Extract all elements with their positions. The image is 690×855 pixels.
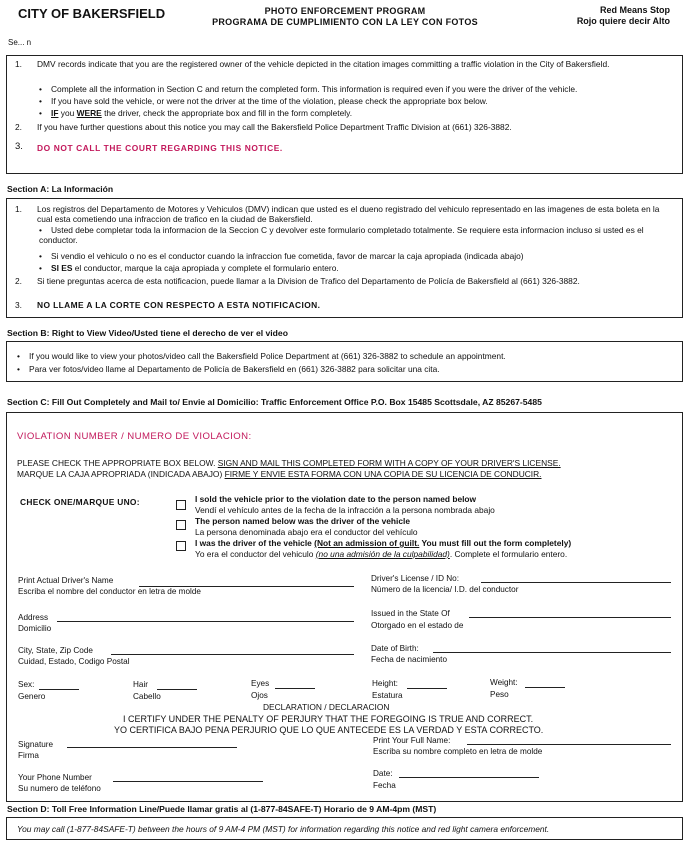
section-a-num-3: 3.	[15, 300, 22, 310]
section-a-bullet-3-post: el conductor, marque la caja apropiada y complete el formulario entero.	[72, 263, 339, 273]
dob-label-en: Date of Birth:	[371, 644, 419, 653]
height-label-en: Height:	[372, 679, 398, 688]
license-label-es: Número de la licencia/ I.D. del conductor	[371, 585, 519, 594]
phone-input[interactable]	[113, 781, 263, 782]
slogan-en: Red Means Stop	[599, 5, 670, 15]
section-a-bullet-2-text: Si vendio el vehiculo o no es el conductor cuando la infraccion fue cometida, favor de marcar la caja apropiada (indicada abajo)	[51, 251, 524, 261]
section-c-title: Section C: Fill Out Completely and Mail to/ Envie al Domicilio: Traffic Enforcement Office P.O. Box 15485 Scottsdale, AZ 85267-5485	[7, 397, 542, 407]
section-a-text-2: Si tiene preguntas acerca de esta notificacion, puede llamar a la Division de Trafico del Departamento de Policía de Bakersfield al (661) 326-3882.	[37, 276, 580, 286]
intro-bullet-3-post: the driver, check the appropriate box and fill in the form completely.	[101, 108, 353, 118]
intro-bullet-1-text: Complete all the information in Section C and return the completed form. This information is required even if you were the driver of the vehicle.	[51, 84, 578, 94]
city-title: CITY OF BAKERSFIELD	[18, 6, 166, 21]
intro-bullet-3-mid: you	[58, 108, 77, 118]
phone-label-en: Your Phone Number	[18, 773, 92, 782]
date-label-es: Fecha	[373, 781, 396, 790]
license-label-en: Driver's License / ID No:	[371, 574, 460, 583]
sex-input[interactable]	[39, 689, 79, 690]
section-a-bullet-3: • SI ES el conductor, marque la caja apropiada y complete el formulario entero.	[39, 263, 339, 273]
option-self-driver-en	[195, 538, 571, 548]
section-b-box	[6, 341, 683, 382]
date-label-en: Date:	[373, 769, 393, 778]
section-a-text-1: Los registros del Departamento de Motores y Vehiculos (DMV) indican que usted es el dueno registrado del vehiculo representado en las imagenes de esta boleta en la cual esta cometiendo una infraccion de trafico en la ciudad de Bakersfield.	[37, 204, 660, 224]
intro-num-2: 2.	[15, 122, 22, 132]
certify-en: I CERTIFY UNDER THE PENALTY OF PERJURY THAT THE FOREGOING IS TRUE AND CORRECT.	[123, 714, 534, 724]
program-title	[160, 6, 530, 28]
option-sold-checkbox[interactable]	[176, 500, 186, 510]
intro-text-3: DO NOT CALL THE COURT REGARDING THIS NOTICE.	[37, 143, 283, 153]
instruction-es-underlined: FIRME Y ENVIE ESTA FORMA CON UNA COPIA DE SU LICENCIA DE CONDUCIR.	[224, 469, 542, 479]
city-label-es: Cuidad, Estado, Codigo Postal	[18, 657, 130, 666]
intro-num-1: 1.	[15, 59, 22, 69]
section-b-bullet-2-text: Para ver fotos/video llame al Departamento de Policía de Bakersfield en (661) 326-3882 para solicitar una cita.	[29, 364, 440, 374]
instruction-en-underlined: SIGN AND MAIL THIS COMPLETED FORM WITH A COPY OF YOUR DRIVER'S LICENSE.	[217, 458, 561, 468]
section-d-box	[6, 817, 683, 840]
dob-label-es: Fecha de nacimiento	[371, 655, 448, 664]
section-b-title: Section B: Right to View Video/Usted tiene el derecho de ver el video	[7, 328, 288, 338]
address-label-es: Domicilio	[18, 624, 52, 633]
intro-bullet-3-if: IF	[51, 108, 59, 118]
driver-name-label-en: Print Actual Driver's Name	[18, 576, 114, 585]
section-b-bullet-1: • If you would like to view your photos/video call the Bakersfield Police Department at (661) 326-3882 to schedule an appointment.	[17, 351, 506, 361]
option-sold-es: Vendí el vehículo antes de la fecha de la infracción a la persona nombrada abajo	[195, 505, 495, 515]
intro-num-3: 3.	[15, 141, 23, 152]
option-other-driver-es: La persona denominada abajo era el conductor del vehículo	[195, 527, 418, 537]
section-a-title: Section A: La Información	[7, 184, 114, 194]
instruction-en	[17, 458, 561, 468]
section-c-box	[6, 412, 683, 802]
weight-label-en: Weight:	[490, 678, 518, 687]
option-other-driver-en: The person named below was the driver of the vehicle	[195, 516, 411, 526]
option-other-driver-checkbox[interactable]	[176, 520, 186, 530]
intro-bullet-1: • Complete all the information in Section C and return the completed form. This information is required even if you were the driver of the vehicle.	[39, 84, 578, 94]
slogan-es: Rojo quiere decir Alto	[576, 16, 670, 26]
full-name-label-es: Escriba su nombre completo en letra de molde	[373, 747, 543, 756]
dob-input[interactable]	[433, 652, 671, 653]
city-label-en: City, State, Zip Code	[18, 646, 93, 655]
section-a-num-2: 2.	[15, 276, 22, 286]
signature-input[interactable]	[67, 747, 237, 748]
instruction-en-pre: PLEASE CHECK THE APPROPRIATE BOX BELOW.	[17, 458, 218, 468]
section-a-bullet-1-text: Usted debe completar toda la informacion de la Seccion C y devolver este formulario completado totalmente. Se requiere esta informacion incluso si usted es el conductor.	[39, 225, 644, 245]
section-a-bullet-2: • Si vendio el vehiculo o no es el conductor cuando la infraccion fue cometida, favor de marcar la caja apropiada (indicada abajo)	[39, 251, 524, 261]
driver-name-input[interactable]	[139, 586, 354, 587]
option-self-driver-es-c: . Complete el formulario entero.	[449, 549, 568, 559]
sex-label-en: Sex:	[18, 680, 35, 689]
intro-text-1: DMV records indicate that you are the registered owner of the vehicle depicted in the citation images committing a traffic violation in the City of Bakersfield.	[37, 59, 610, 69]
section-a-num-1: 1.	[15, 204, 22, 214]
issued-state-label-en: Issued in the State Of	[371, 609, 450, 618]
section-d-title: Section D: Toll Free Information Line/Puede llamar gratis al (1-877-84SAFE-T) Horario de 9 AM-4pm (MST)	[7, 804, 437, 814]
option-self-driver-es-a: Yo era el conductor del vehiculo	[195, 549, 316, 559]
program-title-es: PROGRAMA DE CUMPLIMIENTO CON LA LEY CON FOTOS	[212, 17, 478, 27]
hair-label-es: Cabello	[133, 692, 161, 701]
option-sold-en: I sold the vehicle prior to the violation date to the person named below	[195, 494, 477, 504]
city-input[interactable]	[111, 654, 354, 655]
address-label-en: Address	[18, 613, 49, 622]
declaration-title: DECLARATION / DECLARACION	[263, 702, 390, 712]
height-label-es: Estatura	[372, 691, 403, 700]
intro-bullet-3: • IF you WERE the driver, check the appropriate box and fill in the form completely.	[39, 108, 353, 118]
violation-number-label: VIOLATION NUMBER / NUMERO DE VIOLACION:	[17, 431, 252, 442]
instruction-es	[17, 469, 542, 479]
height-input[interactable]	[407, 688, 447, 689]
option-self-driver-en-c: You must fill out the form completely)	[419, 538, 572, 548]
slogan	[577, 5, 670, 27]
intro-bullet-2: • If you have sold the vehicle, or were not the driver at the time of the violation, please check the appropriate box below.	[39, 96, 488, 106]
option-self-driver-checkbox[interactable]	[176, 541, 186, 551]
sex-label-es: Genero	[18, 692, 46, 701]
issued-state-input[interactable]	[469, 617, 671, 618]
date-input[interactable]	[399, 777, 539, 778]
driver-name-label-es: Escriba el nombre del conductor en letra de molde	[18, 587, 201, 596]
eyes-label-es: Ojos	[251, 691, 268, 700]
intro-bullet-3-were: WERE	[76, 108, 102, 118]
weight-label-es: Peso	[490, 690, 509, 699]
certify-es: YO CERTIFICA BAJO PENA PERJURIO QUE LO QUE ANTECEDE ES LA VERDAD Y ESTA CORRECTO.	[114, 725, 544, 735]
option-self-driver-es-b: (no una admisión de la culpabilidad)	[315, 549, 450, 559]
section-label-top: Se... n	[8, 38, 32, 47]
eyes-input[interactable]	[275, 688, 315, 689]
program-title-en: PHOTO ENFORCEMENT PROGRAM	[264, 6, 426, 16]
eyes-label-en: Eyes	[251, 679, 270, 688]
license-input[interactable]	[481, 582, 671, 583]
section-d-text: You may call (1-877-84SAFE-T) between the hours of 9 AM-4 PM (MST) for information regarding this notice and red light camera enforcement.	[17, 824, 550, 834]
section-a-box	[6, 198, 683, 318]
section-a-bullet-3-si: SI ES	[51, 263, 73, 273]
address-input[interactable]	[57, 621, 354, 622]
weight-input[interactable]	[525, 687, 565, 688]
issued-state-label-es: Otorgado en el estado de	[371, 621, 464, 630]
section-a-bullet-1: • Usted debe completar toda la informacion de la Seccion C y devolver este formulario completado totalmente. Se requiere esta informacion incluso si usted es el conductor.	[39, 225, 644, 245]
intro-box	[6, 55, 683, 174]
signature-label-en: Signature	[18, 740, 54, 749]
option-self-driver-en-a: I was the driver of the vehicle	[195, 538, 315, 548]
section-b-bullet-1-text: If you would like to view your photos/video call the Bakersfield Police Department at (661) 326-3882 to schedule an appointment.	[29, 351, 506, 361]
option-self-driver-es	[195, 549, 567, 559]
full-name-input[interactable]	[467, 744, 671, 745]
instruction-es-pre: MARQUE LA CAJA APROPRIADA (INDICADA ABAJO)	[17, 469, 225, 479]
check-one-label: CHECK ONE/MARQUE UNO:	[20, 497, 140, 507]
option-self-driver-en-b: (Not an admission of guilt.	[314, 538, 420, 548]
signature-label-es: Firma	[18, 751, 39, 760]
hair-input[interactable]	[157, 689, 197, 690]
intro-text-2: If you have further questions about this notice you may call the Bakersfield Police Department Traffic Division at (661) 326-3882.	[37, 122, 512, 132]
phone-label-es: Su numero de teléfono	[18, 784, 101, 793]
full-name-label-en: Print Your Full Name:	[373, 736, 451, 745]
section-b-bullet-2: • Para ver fotos/video llame al Departamento de Policía de Bakersfield en (661) 326-3882 para solicitar una cita.	[17, 364, 440, 374]
hair-label-en: Hair	[133, 680, 149, 689]
section-a-text-3: NO LLAME A LA CORTE CON RESPECTO A ESTA NOTIFICACION.	[37, 300, 321, 310]
intro-bullet-2-text: If you have sold the vehicle, or were not the driver at the time of the violation, please check the appropriate box below.	[51, 96, 488, 106]
